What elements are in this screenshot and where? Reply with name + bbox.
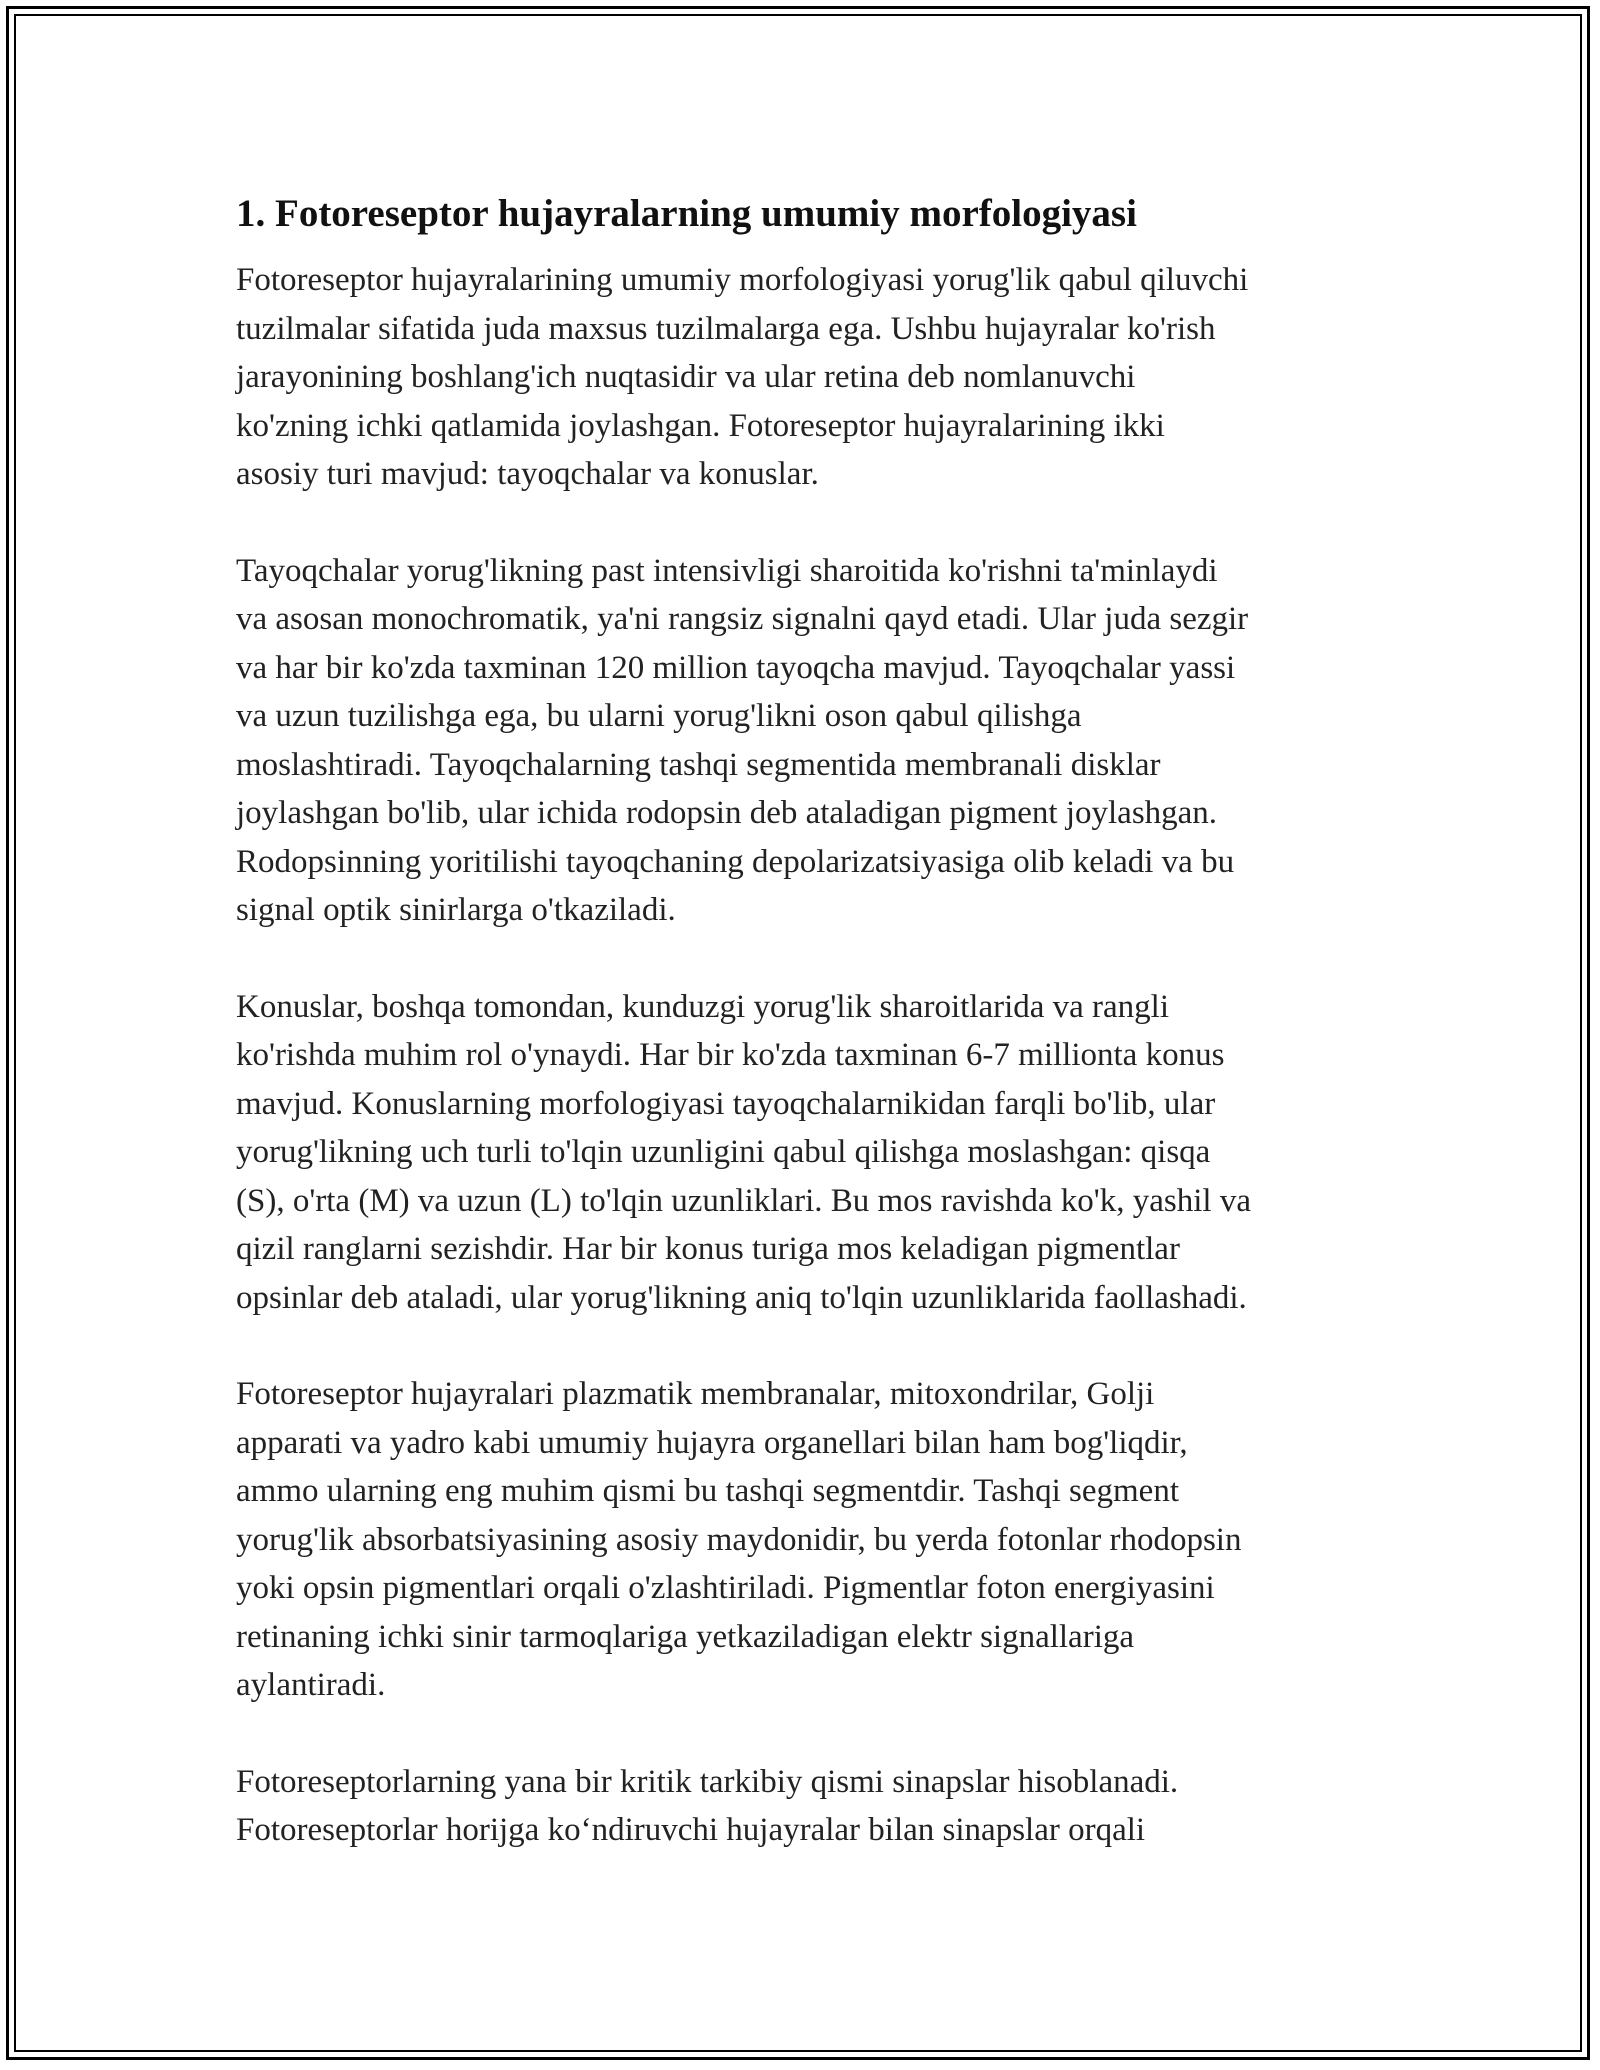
paragraph-line: Fotoreseptorlar horijga koʻndiruvchi hujayralar bilan sinapslar orqali — [236, 1812, 1146, 1848]
paragraph-line: asosiy turi mavjud: tayoqchalar va konuslar. — [236, 456, 819, 492]
paragraph-line: jarayonining boshlang'ich nuqtasidir va ular retina deb nomlanuvchi — [236, 359, 1136, 395]
paragraph-line: ko'rishda muhim rol o'ynaydi. Har bir ko'zda taxminan 6-7 millionta konus — [236, 1037, 1225, 1073]
document-body — [236, 188, 1386, 1903]
paragraph-cones — [236, 983, 1386, 1323]
paragraph-line: Fotoreseptor hujayralarining umumiy morfologiyasi yorug'lik qabul qiluvchi — [236, 262, 1249, 298]
paragraph-line: yoki opsin pigmentlari orqali o'zlashtiriladi. Pigmentlar foton energiyasini — [236, 1570, 1215, 1606]
paragraph-line: signal optik sinirlarga o'tkaziladi. — [236, 892, 676, 928]
paragraph-rods — [236, 547, 1386, 935]
paragraph-line: (S), o'rta (M) va uzun (L) to'lqin uzunliklari. Bu mos ravishda ko'k, yashil va — [236, 1182, 1251, 1219]
paragraph-general-morphology — [236, 256, 1386, 499]
paragraph-line: ko'zning ichki qatlamida joylashgan. Fotoreseptor hujayralarining ikki — [236, 407, 1165, 444]
paragraph-line: va uzun tuzilishga ega, bu ularni yorug'likni oson qabul qilishga — [236, 698, 1082, 734]
paragraph-line: joylashgan bo'lib, ular ichida rodopsin deb ataladigan pigment joylashgan. — [236, 795, 1218, 831]
paragraph-synapses — [236, 1758, 1386, 1855]
paragraph-line: Rodopsinning yoritilishi tayoqchaning depolarizatsiyasiga olib keladi va bu — [236, 843, 1235, 880]
paragraph-line: Tayoqchalar yorug'likning past intensivligi sharoitida ko'rishni ta'minlaydi — [236, 552, 1218, 589]
paragraph-organelles — [236, 1370, 1386, 1710]
paragraph-line: va har bir ko'zda taxminan 120 million tayoqcha mavjud. Tayoqchalar yassi — [236, 649, 1236, 686]
paragraph-line: Fotoreseptorlarning yana bir kritik tarkibiy qismi sinapslar hisoblanadi. — [236, 1763, 1179, 1800]
paragraph-line: tuzilmalar sifatida juda maxsus tuzilmalarga ega. Ushbu hujayralar ko'rish — [236, 310, 1216, 347]
paragraph-line: yorug'likning uch turli to'lqin uzunligini qabul qilishga moslashgan: qisqa — [236, 1134, 1211, 1170]
paragraph-line: apparati va yadro kabi umumiy hujayra organellari bilan ham bog'liqdir, — [236, 1424, 1188, 1461]
paragraph-line: Fotoreseptor hujayralari plazmatik membranalar, mitoxondrilar, Golji — [236, 1376, 1155, 1412]
paragraph-line: Konuslar, boshqa tomondan, kunduzgi yorug'lik sharoitlarida va rangli — [236, 988, 1170, 1025]
paragraph-line: aylantiradi. — [236, 1667, 386, 1703]
paragraph-line: ammo ularning eng muhim qismi bu tashqi segmentdir. Tashqi segment — [236, 1473, 1179, 1509]
paragraph-line: retinaning ichki sinir tarmoqlariga yetkaziladigan elektr signallariga — [236, 1618, 1135, 1655]
paragraph-line: va asosan monochromatik, ya'ni rangsiz signalni qayd etadi. Ular juda sezgir — [236, 601, 1249, 637]
paragraph-line: mavjud. Konuslarning morfologiyasi tayoqchalarnikidan farqli bo'lib, ular — [236, 1085, 1216, 1122]
paragraph-line: yorug'lik absorbatsiyasining asosiy maydonidir, bu yerda fotonlar rhodopsin — [236, 1521, 1242, 1558]
paragraph-line: moslashtiradi. Tayoqchalarning tashqi segmentida membranali disklar — [236, 746, 1161, 783]
section-heading: 1. Fotoreseptor hujayralarning umumiy morfologiyasi — [236, 192, 1137, 235]
paragraph-line: qizil ranglarni sezishdir. Har bir konus turiga mos keladigan pigmentlar — [236, 1231, 1180, 1267]
paragraph-line: opsinlar deb ataladi, ular yorug'likning aniq to'lqin uzunliklarida faollashadi. — [236, 1279, 1247, 1316]
